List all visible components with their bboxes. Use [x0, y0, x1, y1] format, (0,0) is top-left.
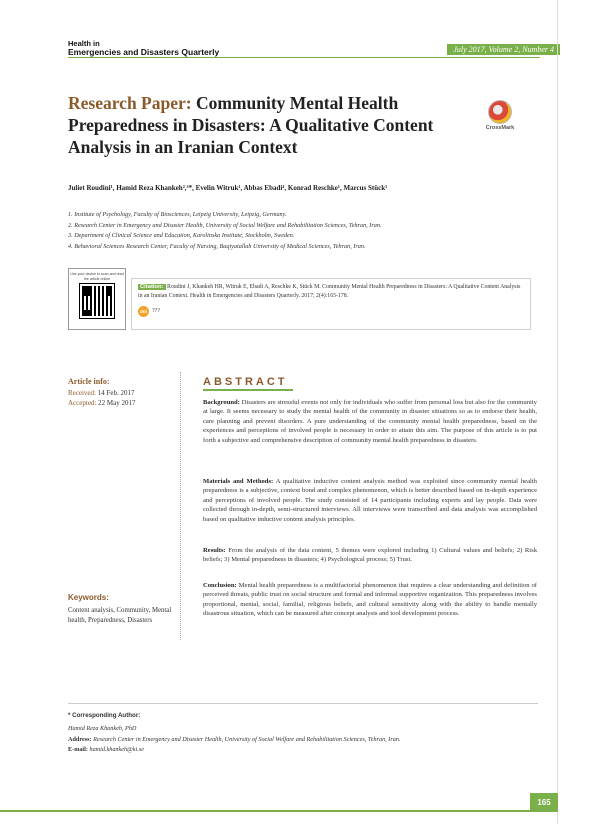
- abstract-heading: ABSTRACT: [203, 376, 293, 391]
- qr-caption: Use your device to scan and read the article online: [70, 272, 124, 281]
- affiliation-item: 4. Behavioral Sciences Research Center, Faculty of Nursing, Baqiyatallah University of Medical Sciences, Tehran, Iran.: [68, 242, 366, 250]
- doi-icon: doi: [138, 306, 149, 317]
- accepted-label: Accepted:: [68, 399, 97, 407]
- footer-rule: [0, 810, 558, 812]
- received-date: [68, 389, 135, 397]
- crossmark-icon: [488, 100, 512, 124]
- page-edge-rule: [557, 0, 558, 824]
- address-text: Research Center in Emergency and Disaster Health, University of Social Welfare and Rehabilitation Sciences, Tehran, Iran.: [93, 736, 401, 743]
- citation-text: Roudini J, Khankeh HR, Witruk E, Ebadi A, Reschke K, Stück M. Community Mental Health Preparedness in Disasters: A Qualitative Content Analysis in an Iranian Context. Health in Emergencies and Disasters Quarterly. 2017; 2(4):165-178.: [138, 284, 521, 299]
- qr-panel: [68, 268, 126, 330]
- journal-name: [68, 40, 219, 56]
- header-rule: [68, 57, 540, 58]
- affiliation-item: 3. Department of Clinical Science and Education, Karolinska Institute, Stockholm, Sweden.: [68, 232, 295, 239]
- received-label: Received:: [68, 389, 96, 397]
- results-text: From the analysis of the data content, 5 themes were explored including 1) Cultural values and beliefs; 2) Risk beliefs; 3) Mental preparedness in disasters; 4) Psychological process; 5) Trust.: [203, 547, 537, 564]
- results-label: Results:: [203, 547, 226, 554]
- article-info-heading: Article info:: [68, 377, 110, 386]
- affiliations: [68, 210, 538, 252]
- received-value: 14 Feb. 2017: [97, 389, 135, 397]
- corresponding-heading: * Corresponding Author:: [68, 712, 141, 719]
- abstract-background: [203, 398, 537, 445]
- abstract-conclusion: [203, 581, 537, 619]
- email-link[interactable]: hamid.khankeh@ki.se: [89, 746, 144, 753]
- page-number: 165: [530, 793, 558, 811]
- corresponding-name-text: Hamid Reza Khankeh, PhD: [68, 725, 137, 732]
- abstract-methods: [203, 477, 537, 524]
- methods-text: A qualitative inductive content analysis method was exploited since community mental health preparedness is a subjective, context bond and complex phenomenon, which is better described based on in-depth experience and perceptions of involved people. The study consisted of 14 participants including experts and lay people. Data were collected through in-depth, semi-structured interviews. All interviews were transcribed and data analysis was accomplished based on qualitative inductive content analysis principles.: [203, 478, 537, 523]
- journal-name-line1: Health in: [68, 39, 100, 48]
- corresponding-email: [68, 746, 144, 753]
- article-type: Research Paper:: [68, 93, 192, 113]
- email-label: E-mail:: [68, 746, 88, 753]
- article-title-text: Community Mental Health Preparedness in Disasters: A Qualitative Content Analysis in an Iranian Context: [68, 93, 434, 157]
- citation-box: [131, 278, 531, 330]
- affiliation-item: 1. Institute of Psychology, Faculty of Biosciences, Leipzig University, Leipzig, Germany.: [68, 211, 287, 218]
- accepted-value: 22 May 2017: [98, 399, 136, 407]
- background-text: Disasters are stressful events not only for individuals who suffer from personal loss but also for the community at large. It seems necessary to study the mental health of the community in disaster situations so as to endorse their health, care planning and prevent disorders. A pure understanding of the community mental health preparedness, based on the experiences and perceptions of involved people is necessary in order to attain this aim. The purpose of this article is to put forth a subjective and comprehensive description of community mental health preparedness in disasters.: [203, 399, 537, 444]
- citation-tag: Citation:: [140, 284, 164, 290]
- author-list: Juliet Roudini¹, Hamid Reza Khankeh²,³*, Evelin Witruk¹, Abbas Ebadi⁴, Konrad Reschke¹, Marcus Stück¹: [68, 184, 388, 192]
- affiliation-item: 2. Research Center in Emergency and Disaster Health, University of Social Welfare and Rehabilitation Sciences, Tehran, Iran.: [68, 221, 382, 229]
- conclusion-label: Conclusion:: [203, 582, 237, 589]
- doi-row: [138, 306, 524, 317]
- qr-code-icon[interactable]: [80, 284, 114, 318]
- column-divider: [180, 372, 181, 640]
- journal-name-line2: Emergencies and Disasters Quarterly: [68, 47, 220, 57]
- accepted-date: [68, 399, 135, 407]
- crossmark-badge[interactable]: [485, 100, 515, 131]
- doi-link[interactable]: ???: [152, 308, 160, 314]
- corresponding-address: [68, 736, 400, 743]
- crossmark-label: CrossMark: [485, 125, 515, 131]
- issue-info: July 2017, Volume 2, Number 4: [447, 44, 560, 55]
- abstract-results: [203, 546, 537, 565]
- methods-label: Materials and Methods:: [203, 478, 274, 485]
- address-label: Address:: [68, 736, 92, 743]
- keywords-list: Content analysis, Community, Mental health, Preparedness, Disasters: [68, 607, 172, 624]
- conclusion-text: Mental health preparedness is a multifactorial phenomenon that requires a clear understanding and definition of perceived threats, public trust on social structure and formal and informal supportive organization. This preparedness involves proportional, mental, social, familial, religious beliefs, and cultural sensitivity along with the ability to handle mentally disastrous situation, which can be measured after concept analysis and tool development process.: [203, 582, 537, 618]
- keywords-heading: Keywords:: [68, 593, 109, 602]
- article-title: [68, 92, 468, 158]
- corresponding-name: [68, 725, 136, 732]
- footnote-rule: [68, 703, 538, 704]
- background-label: Background:: [203, 399, 240, 406]
